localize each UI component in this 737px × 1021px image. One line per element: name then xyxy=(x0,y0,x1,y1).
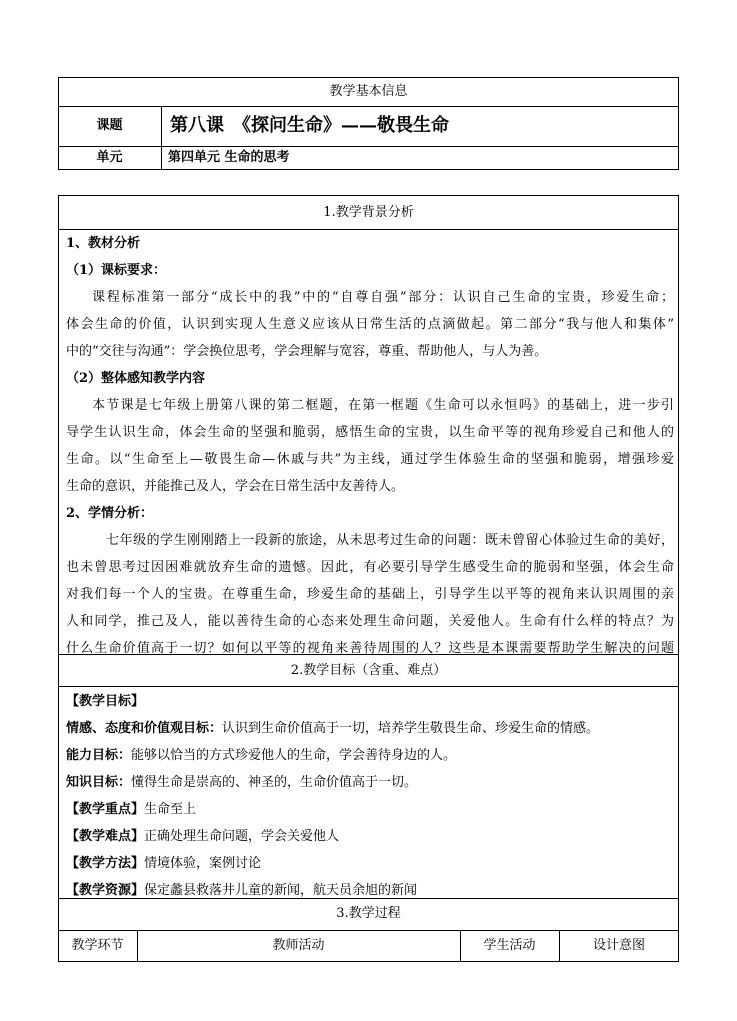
difficult-point-text: 正确处理生命问题，学会关爱他人 xyxy=(144,829,340,844)
method-text: 情境体验，案例讨论 xyxy=(144,856,262,871)
resource-label: 【教学资源】 xyxy=(66,883,145,898)
knowledge-goal-label: 知识目标： xyxy=(66,775,132,790)
main-table-divider-5 xyxy=(58,930,679,931)
key-point-label: 【教学重点】 xyxy=(66,802,145,817)
process-column-header: 教学环节 xyxy=(71,938,124,953)
learner-line: 对我们每一个人的宝贵。在尊重生命，珍爱生命的基础上，引导学生以平等的视角来认识周围的亲 xyxy=(66,587,674,602)
ability-goal-label: 能力目标： xyxy=(66,748,132,763)
objectives-header: 2.教学目标（含重、难点） xyxy=(290,663,447,678)
emotion-goal-label: 情感、态度和价值观目标： xyxy=(66,721,223,736)
learner-line: 人和同学，推己及人，能以善待生命的心态来处理生命问题，关爱他人。生命有什么样的特点？为 xyxy=(66,614,674,629)
basic-info-header: 教学基本信息 xyxy=(329,84,408,99)
process-header: 3.教学过程 xyxy=(336,906,401,921)
process-column-header: 学生活动 xyxy=(483,938,536,953)
key-point-text: 生命至上 xyxy=(144,802,197,817)
overall-line: 生命。以“生命至上—敬畏生命—休戚与共”为主线，通过学生体验生命的坚强和脆弱，增强珍爱 xyxy=(66,452,674,467)
basic-info-divider-1 xyxy=(58,106,679,107)
overall-perception-title: （2）整体感知教学内容 xyxy=(66,371,206,386)
curriculum-line: 课程标准第一部分“成长中的我”中的“自尊自强”部分：认识自己生命的宝贵，珍爱生命； xyxy=(92,290,674,305)
resource-text: 保定蠡县救落井儿童的新闻，航天员余旭的新闻 xyxy=(144,883,418,898)
unit-label: 单元 xyxy=(96,150,123,165)
unit-value: 第四单元 生命的思考 xyxy=(168,150,290,165)
main-table-divider-3 xyxy=(58,686,679,687)
curriculum-line: 中的“交往与沟通”：学会换位思考，学会理解与宽容，尊重、帮助他人，与人为善。 xyxy=(66,344,548,359)
curriculum-title: （1）课标要求： xyxy=(66,263,167,278)
overall-line: 生命的意识，并能推己及人，学会在日常生活中友善待人。 xyxy=(66,479,405,494)
method-label: 【教学方法】 xyxy=(66,856,145,871)
topic-value: 第八课 《探问生命》——敬畏生命 xyxy=(170,115,449,136)
process-column-header: 教师活动 xyxy=(272,938,325,953)
overall-line: 本节课是七年级上册第八课的第二框题，在第一框题《生命可以永恒吗》的基础上，进一步引 xyxy=(92,398,674,413)
learner-analysis-title: 2、学情分析： xyxy=(66,506,154,521)
background-header: 1.教学背景分析 xyxy=(323,205,414,220)
basic-info-column-divider xyxy=(161,106,162,170)
ability-goal-text: 能够以恰当的方式珍爱他人的生命，学会善待身边的人。 xyxy=(131,748,457,763)
curriculum-line: 体会生命的价值，认识到实现人生意义应该从日常生活的点滴做起。第二部分“我与他人和集体” xyxy=(66,317,674,332)
teaching-goals-label: 【教学目标】 xyxy=(66,694,145,709)
overall-line: 导学生认识生命，体会生命的坚强和脆弱，感悟生命的宝贵，以生命平等的视角珍爱自己和他人的 xyxy=(66,425,674,440)
learner-line: 什么生命价值高于一切？如何以平等的视角来善待周围的人？这些是本课需要帮助学生解决的问题 xyxy=(66,641,674,656)
knowledge-goal-text: 懂得生命是崇高的、神圣的，生命价值高于一切。 xyxy=(131,775,418,790)
background-body xyxy=(66,230,674,662)
emotion-goal-text: 认识到生命价值高于一切，培养学生敬畏生命、珍爱生命的情感。 xyxy=(222,721,600,736)
objectives-body xyxy=(66,688,674,904)
textbook-analysis-title: 1、教材分析 xyxy=(66,236,141,251)
topic-label: 课题 xyxy=(96,118,123,133)
process-column-header: 设计意图 xyxy=(592,938,645,953)
difficult-point-label: 【教学难点】 xyxy=(66,829,145,844)
basic-info-divider-2 xyxy=(58,146,679,147)
learner-line: 也未曾思考过因困难就放弃生命的遗憾。因此，有必要引导学生感受生命的脆弱和坚强，体会生命 xyxy=(66,560,674,575)
learner-line: 七年级的学生刚刚踏上一段新的旅途，从未思考过生命的问题：既未曾留心体验过生命的美好， xyxy=(106,533,674,548)
